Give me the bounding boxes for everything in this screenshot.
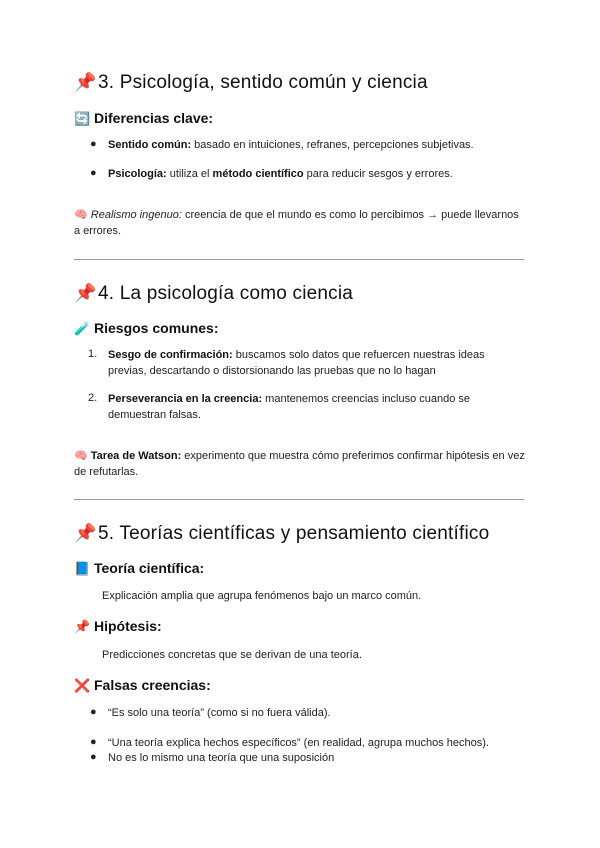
section-5-heading bbox=[74, 523, 489, 545]
list-item bbox=[108, 137, 474, 153]
section-4-heading bbox=[74, 283, 353, 305]
numbered-item bbox=[108, 347, 485, 379]
theory-title: Teoría científica: bbox=[94, 560, 205, 576]
bullet-dot: ● bbox=[90, 167, 97, 179]
numbered-item-text: mantenemos creencias incluso cuando se bbox=[262, 393, 471, 405]
theory-definition: Explicación amplia que agrupa fenómenos bajo un marco común. bbox=[102, 590, 422, 602]
list-item-text: utiliza el bbox=[166, 168, 213, 180]
section-4-subtitle: Riesgos comunes: bbox=[94, 320, 219, 336]
section-3-subheading bbox=[74, 110, 213, 127]
list-item-emphasis: método científico bbox=[212, 168, 304, 180]
note-paragraph bbox=[74, 448, 534, 480]
note-term: Realismo ingenuo: bbox=[90, 209, 182, 221]
hypothesis-subheading bbox=[74, 618, 162, 635]
numbered-item-term: Sesgo de confirmación: bbox=[108, 349, 233, 361]
list-item-term: Sentido común: bbox=[108, 139, 192, 151]
note-text: experimento que muestra cómo preferimos confirmar hipótesis en vez bbox=[181, 450, 525, 462]
section-5-title: 5. Teorías científicas y pensamiento científico bbox=[98, 523, 490, 544]
section-3-heading bbox=[74, 72, 428, 94]
test-tube-icon: 🧪 bbox=[74, 321, 91, 336]
numbered-item bbox=[108, 391, 470, 423]
note-paragraph bbox=[74, 207, 534, 239]
numbered-item-text: previas, descartando o distorsionando las pruebas que no lo hagan bbox=[108, 365, 436, 377]
list-item-term: Psicología: bbox=[108, 168, 167, 180]
list-item: “Una teoría explica hechos específicos” (en realidad, agrupa muchos hechos). bbox=[108, 737, 489, 749]
pushpin-icon: 📌 bbox=[74, 72, 97, 92]
list-number: 1. bbox=[88, 348, 98, 360]
divider bbox=[74, 259, 524, 260]
list-item bbox=[108, 166, 453, 182]
pushpin-icon: 📌 bbox=[74, 523, 97, 543]
note-text: a errores. bbox=[74, 225, 122, 237]
hypothesis-definition: Predicciones concretas que se derivan de una teoría. bbox=[102, 649, 362, 661]
cross-mark-icon: ❌ bbox=[74, 678, 91, 693]
section-3-title: 3. Psicología, sentido común y ciencia bbox=[98, 72, 428, 93]
note-term: Tarea de Watson: bbox=[90, 450, 182, 462]
list-number: 2. bbox=[88, 392, 98, 404]
pushpin-icon: 📌 bbox=[74, 283, 97, 303]
false-beliefs-title: Falsas creencias: bbox=[94, 677, 211, 693]
list-item: No es lo mismo una teoría que una suposición bbox=[108, 752, 335, 764]
theory-subheading bbox=[74, 560, 204, 577]
false-beliefs-subheading bbox=[74, 677, 211, 694]
section-4-title: 4. La psicología como ciencia bbox=[98, 283, 354, 304]
section-3-subtitle: Diferencias clave: bbox=[94, 110, 214, 126]
pushpin-icon: 📌 bbox=[74, 619, 91, 634]
list-item: “Es solo una teoría” (como si no fuera válida). bbox=[108, 707, 331, 719]
blue-book-icon: 📘 bbox=[74, 561, 91, 576]
note-text: de refutarlas. bbox=[74, 466, 139, 478]
list-item-text: para reducir sesgos y errores. bbox=[303, 168, 453, 180]
bullet-dot: ● bbox=[90, 706, 97, 718]
bullet-dot: ● bbox=[90, 751, 97, 763]
section-4-subheading bbox=[74, 320, 218, 337]
bullet-dot: ● bbox=[90, 138, 97, 150]
numbered-item-term: Perseverancia en la creencia: bbox=[108, 393, 263, 405]
note-text: creencia de que el mundo es como lo percibimos → puede llevarnos bbox=[181, 209, 519, 221]
arrows-cycle-icon: 🔄 bbox=[74, 111, 91, 126]
numbered-item-text: demuestran falsas. bbox=[108, 409, 201, 421]
brain-icon: 🧠 bbox=[74, 209, 88, 221]
list-item-text: basado en intuiciones, refranes, percepciones subjetivas. bbox=[191, 139, 474, 151]
numbered-item-text: buscamos solo datos que refuercen nuestras ideas bbox=[232, 349, 485, 361]
hypothesis-title: Hipótesis: bbox=[94, 618, 162, 634]
bullet-dot: ● bbox=[90, 736, 97, 748]
divider bbox=[74, 499, 524, 500]
brain-icon: 🧠 bbox=[74, 450, 88, 462]
